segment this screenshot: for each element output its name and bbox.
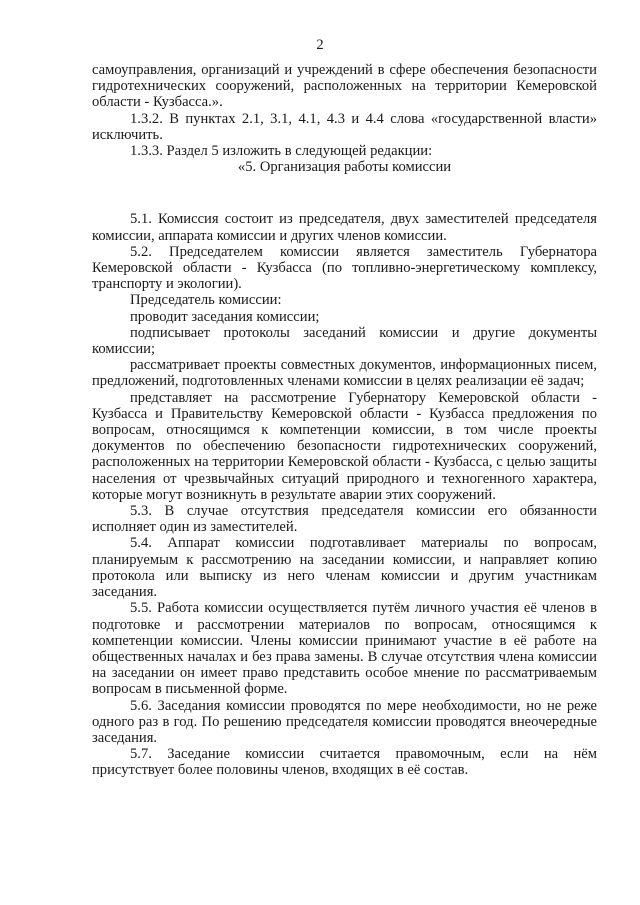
paragraph-5-5: 5.5. Работа комиссии осуществляется путём личного участия её членов в подготовке и рассмотрении материалов по вопросам, относящимся к компетенции комиссии. Члены комиссии принимают участие в её работе на общественных началах и без права замены. В случае отсутствия члена комиссии на заседании он имеет право представить особое мнение по рассматриваемым вопросам в письменной форме. — [92, 600, 597, 698]
paragraph-1-3-3: 1.3.3. Раздел 5 изложить в следующей редакции: — [130, 143, 433, 160]
paragraph-5-2: 5.2. Председателем комиссии является заместитель Губернатора Кемеровской области - Кузбасса (по топливно-энергетическому комплексу, транспорту и экологии). — [92, 243, 597, 293]
paragraph-chairman-duty-2: подписывает протоколы заседаний комиссии и другие документы комиссии; — [92, 324, 597, 358]
paragraph-1-3-2: 1.3.2. В пунктах 2.1, 3.1, 4.1, 4.3 и 4.4 слова «государственной власти» исключить. — [92, 110, 597, 143]
paragraph-chairman-duty-1: проводит заседания комиссии; — [130, 308, 320, 325]
section-spacer — [92, 175, 597, 191]
paragraph-continuation: самоуправления, организаций и учреждений в сфере обеспечения безопасности гидротехнических сооружений, расположенных на территории Кемеровской области - Кузбасса.». — [92, 62, 597, 111]
document-body — [92, 62, 597, 779]
paragraph-5-4: 5.4. Аппарат комиссии подготавливает материалы по вопросам, планируемым к рассмотрению на заседании комиссии, и направляет копию протокола или выписку из него членам комиссии и другим участникам заседания. — [92, 535, 597, 601]
paragraph-chairman-duty-4: представляет на рассмотрение Губернатору Кемеровской области - Кузбасса и Правительству Кемеровской области - Кузбасса предложения по вопросам, относящимся к компетенции комиссии, в том числе проекты документов по обеспечению безопасности гидротехнических сооружений, расположенных на территории Кемеровской области - Кузбасса, с целью защиты населения от чрезвычайных ситуаций природного и техногенного характера, которые могут возникнуть в результате аварии этих сооружений. — [92, 389, 597, 503]
paragraph-5-1: 5.1. Комиссия состоит из председателя, двух заместителей председателя комиссии, аппарата комиссии и других членов комиссии. — [92, 211, 597, 244]
paragraph-chairman-intro: Председатель комиссии: — [130, 292, 282, 309]
page-number: 2 — [316, 37, 324, 53]
paragraph-5-7: 5.7. Заседание комиссии считается правомочным, если на нём присутствует более половины членов, входящих в её состав. — [92, 746, 597, 779]
paragraph-chairman-duty-3: рассматривает проекты совместных документов, информационных писем, предложений, подготовленных членами комиссии в целях реализации её задач; — [92, 357, 597, 390]
paragraph-5-6: 5.6. Заседания комиссии проводятся по мере необходимости, но не реже одного раз в год. По решению председателя комиссии проводятся внеочередные заседания. — [92, 697, 597, 746]
section-heading: «5. Организация работы комиссии — [237, 159, 452, 176]
paragraph-5-3: 5.3. В случае отсутствия председателя комиссии его обязанности исполняет один из заместителей. — [92, 503, 597, 536]
